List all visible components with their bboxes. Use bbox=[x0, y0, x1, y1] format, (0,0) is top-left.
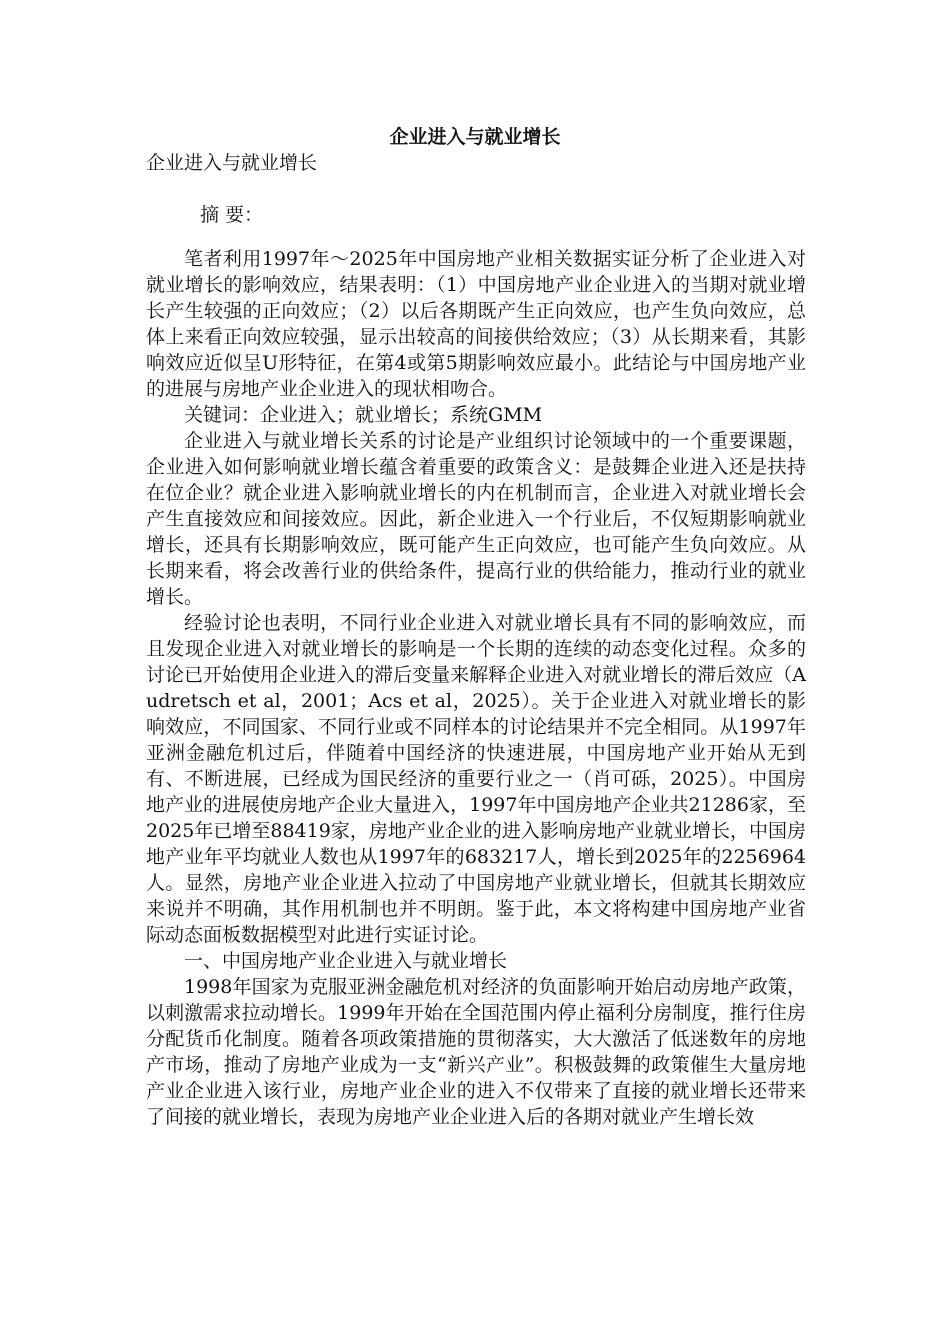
section-heading: 一、中国房地产业企业进入与就业增长 bbox=[184, 950, 508, 972]
body-paragraph: 1998年国家为克服亚洲金融危机对经济的负面影响开始启动房地产政策，以刺激需求拉动增长。1999年开始在全国范围内停止福利分房制度，推行住房分配货币化制度。随着各项政策措施的贯彻落实，大大激活了低迷数年的房地产市场，推动了房地产业成为一支“新兴产业”。积极鼓舞的政策催生大量房地产业企业进入该行业，房地产业企业的进入不仅带来了直接的就业增长还带来了间接的就业增长，表现为房地产业企业进入后的各期对就业产生增长效 bbox=[146, 976, 806, 1128]
abstract-label: 摘 要： bbox=[200, 204, 264, 226]
document-body bbox=[146, 246, 806, 1130]
keywords-line: 关键词：企业进入；就业增长；系统GMM bbox=[184, 404, 543, 426]
abstract-paragraph: 笔者利用1997年～2025年中国房地产业相关数据实证分析了企业进入对就业增长的影响效应，结果表明：（1）中国房地产业企业进入的当期对就业增长产生较强的正向效应；（2）以后各期既产生正向效应，也产生负向效应，总体上来看正向效应较强，显示出较高的间接供给效应；（3）从长期来看，其影响效应近似呈U形特征，在第4或第5期影响效应最小。此结论与中国房地产业的进展与房地产业企业进入的现状相吻合。 bbox=[146, 248, 806, 400]
body-paragraph: 经验讨论也表明，不同行业企业进入对就业增长具有不同的影响效应，而且发现企业进入对就业增长的影响是一个长期的连续的动态变化过程。众多的讨论已开始使用企业进入的滞后变量来解释企业进入对就业增长的滞后效应（Audretsch et al，2001；Acs et al，2025）。关于企业进入对就业增长的影响效应，不同国家、不同行业或不同样本的讨论结果并不完全相同。从1997年亚洲金融危机过后，伴随着中国经济的快速进展，中国房地产业开始从无到有、不断进展，已经成为国民经济的重要行业之一（肖可砾，2025）。中国房地产业的进展使房地产企业大量进入，1997年中国房地产企业共21286家，至2025年已增至88419家，房地产业企业的进入影响房地产业就业增长，中国房地产业年平均就业人数也从1997年的683217人，增长到2025年的2256964人。显然，房地产业企业进入拉动了中国房地产业就业增长，但就其长期效应来说并不明确，其作用机制也并不明朗。鉴于此，本文将构建中国房地产业省际动态面板数据模型对此进行实证讨论。 bbox=[146, 612, 806, 946]
body-paragraph: 企业进入与就业增长关系的讨论是产业组织讨论领域中的一个重要课题，企业进入如何影响就业增长蕴含着重要的政策含义：是鼓舞企业进入还是扶持在位企业？就企业进入影响就业增长的内在机制而言，企业进入对就业增长会产生直接效应和间接效应。因此，新企业进入一个行业后，不仅短期影响就业增长，还具有长期影响效应，既可能产生正向效应，也可能产生负向效应。从长期来看，将会改善行业的供给条件，提高行业的供给能力，推动行业的就业增长。 bbox=[146, 430, 806, 608]
document-subtitle: 企业进入与就业增长 bbox=[146, 152, 318, 174]
document-title: 企业进入与就业增长 bbox=[389, 126, 561, 148]
